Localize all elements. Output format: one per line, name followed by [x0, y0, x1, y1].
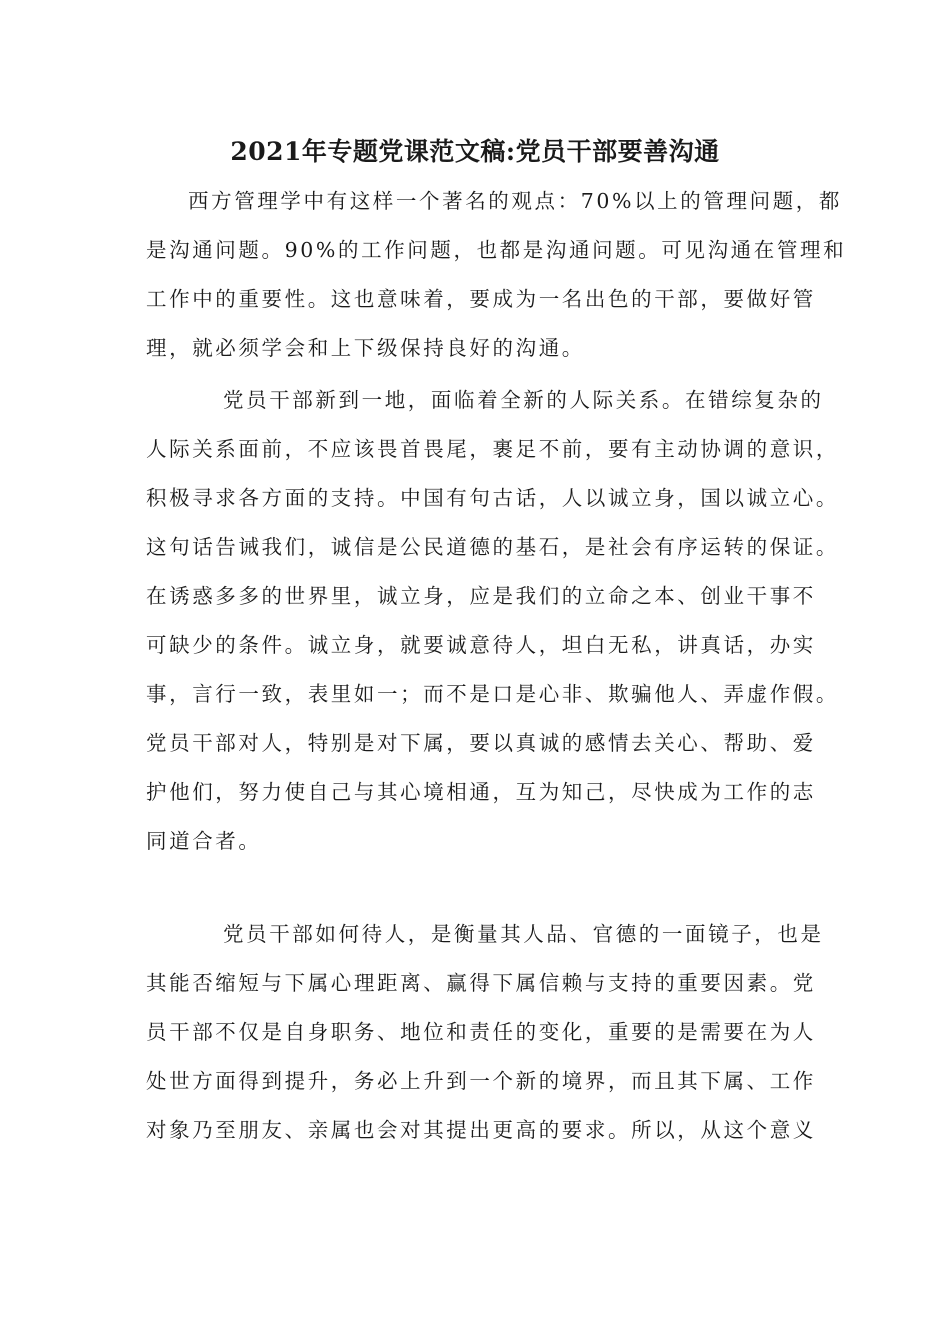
text-line: 同道合者。: [146, 829, 262, 853]
text-line: 党员干部如何待人，是衡量其人品、官德的一面镜子，也是: [223, 922, 824, 946]
text-line: 党员干部新到一地，面临着全新的人际关系。在错综复杂的: [223, 388, 824, 412]
document-title: 2021年专题党课范文稿:党员干部要善沟通: [230, 137, 720, 166]
text-line: 人际关系面前，不应该畏首畏尾，裹足不前，要有主动协调的意识，: [146, 437, 839, 461]
text-line: 理，就必须学会和上下级保持良好的沟通。: [146, 336, 585, 360]
text-line: 处世方面得到提升，务必上升到一个新的境界，而且其下属、工作: [146, 1069, 816, 1093]
text-line: 对象乃至朋友、亲属也会对其提出更高的要求。所以，从这个意义: [146, 1118, 816, 1142]
text-line: 员干部不仅是自身职务、地位和责任的变化，重要的是需要在为人: [146, 1020, 816, 1044]
text-line: 护他们，努力使自己与其心境相通，互为知己，尽快成为工作的志: [146, 780, 816, 804]
text-line: 是沟通问题。90%的工作问题，也都是沟通问题。可见沟通在管理和: [146, 238, 847, 262]
text-line: 积极寻求各方面的支持。中国有句古话，人以诚立身，国以诚立心。: [146, 486, 839, 510]
text-line: 工作中的重要性。这也意味着，要成为一名出色的干部，要做好管: [146, 287, 816, 311]
text-line: 西方管理学中有这样一个著名的观点：70%以上的管理问题，都: [188, 189, 842, 213]
text-line: 可缺少的条件。诚立身，就要诚意待人，坦白无私，讲真话，办实: [146, 633, 816, 657]
text-line: 这句话告诫我们，诚信是公民道德的基石，是社会有序运转的保证。: [146, 535, 839, 559]
text-line: 党员干部对人，特别是对下属，要以真诚的感情去关心、帮助、爱: [146, 731, 816, 755]
text-line: 在诱惑多多的世界里，诚立身，应是我们的立命之本、创业干事不: [146, 584, 816, 608]
text-line: 其能否缩短与下属心理距离、赢得下属信赖与支持的重要因素。党: [146, 971, 816, 995]
text-line: 事，言行一致，表里如一；而不是口是心非、欺骗他人、弄虚作假。: [146, 682, 839, 706]
